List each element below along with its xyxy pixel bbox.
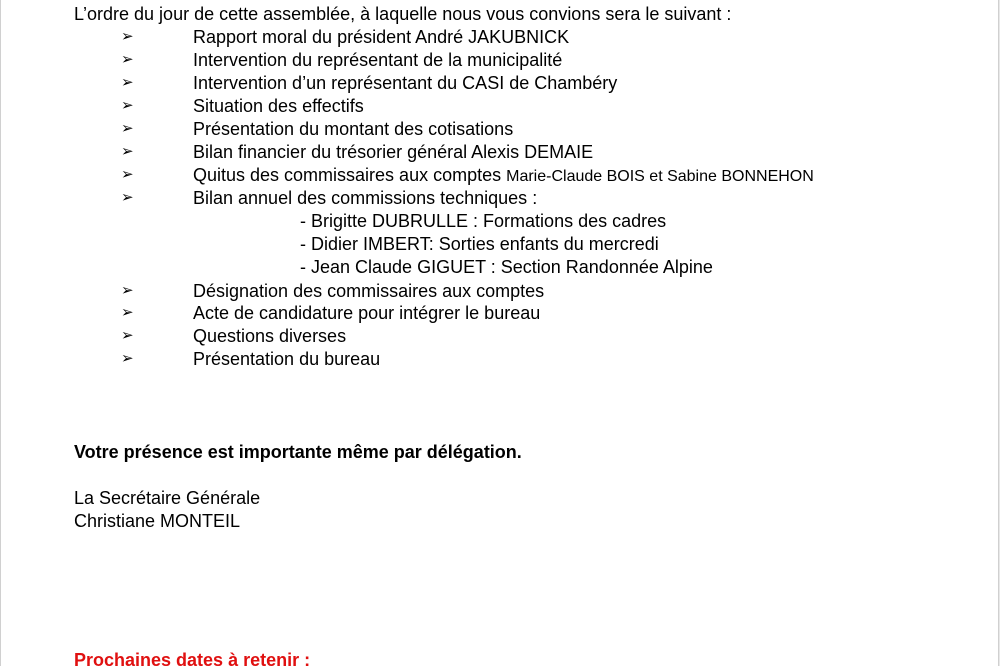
arrow-bullet-icon: ➢ [121,350,134,367]
agenda-item: Bilan financier du trésorier général Alexis DEMAIE [193,142,594,162]
arrow-bullet-icon: ➢ [121,304,134,321]
commission-sub-item: - Jean Claude GIGUET : Section Randonnée Alpine [300,257,713,277]
commission-sub-item: - Brigitte DUBRULLE : Formations des cadres [300,211,667,231]
agenda-item: Intervention d’un représentant du CASI de Chambéry [193,73,618,93]
agenda-item: Désignation des commissaires aux comptes [193,281,545,301]
agenda-item: Présentation du montant des cotisations [193,119,514,139]
agenda-item: Intervention du représentant de la municipalité [193,50,563,70]
arrow-bullet-icon: ➢ [121,327,134,344]
agenda-item-text: Quitus des commissaires aux comptes [193,165,507,185]
auditor-names: Marie-Claude BOIS et Sabine BONNEHON [506,168,814,185]
arrow-bullet-icon: ➢ [121,166,134,183]
arrow-bullet-icon: ➢ [121,143,134,160]
arrow-bullet-icon: ➢ [121,28,134,45]
agenda-item: Situation des effectifs [193,96,364,116]
signature-title: La Secrétaire Générale [74,488,261,508]
agenda-item [193,164,814,188]
agenda-intro: L’ordre du jour de cette assemblée, à laquelle nous vous convions sera le suivant : [74,4,732,24]
agenda-item: Présentation du bureau [193,349,381,369]
arrow-bullet-icon: ➢ [121,120,134,137]
arrow-bullet-icon: ➢ [121,189,134,206]
agenda-item: Questions diverses [193,326,347,346]
agenda-item: Rapport moral du président André JAKUBNICK [193,27,570,47]
arrow-bullet-icon: ➢ [121,97,134,114]
signature-name: Christiane MONTEIL [74,511,241,531]
next-dates-heading: Prochaines dates à retenir : [74,650,311,670]
agenda-item: Acte de candidature pour intégrer le bureau [193,303,541,323]
commission-sub-item: - Didier IMBERT: Sorties enfants du mercredi [300,234,659,254]
arrow-bullet-icon: ➢ [121,282,134,299]
arrow-bullet-icon: ➢ [121,51,134,68]
arrow-bullet-icon: ➢ [121,74,134,91]
agenda-item: Bilan annuel des commissions techniques : [193,188,538,208]
presence-note: Votre présence est importante même par délégation. [74,442,522,462]
